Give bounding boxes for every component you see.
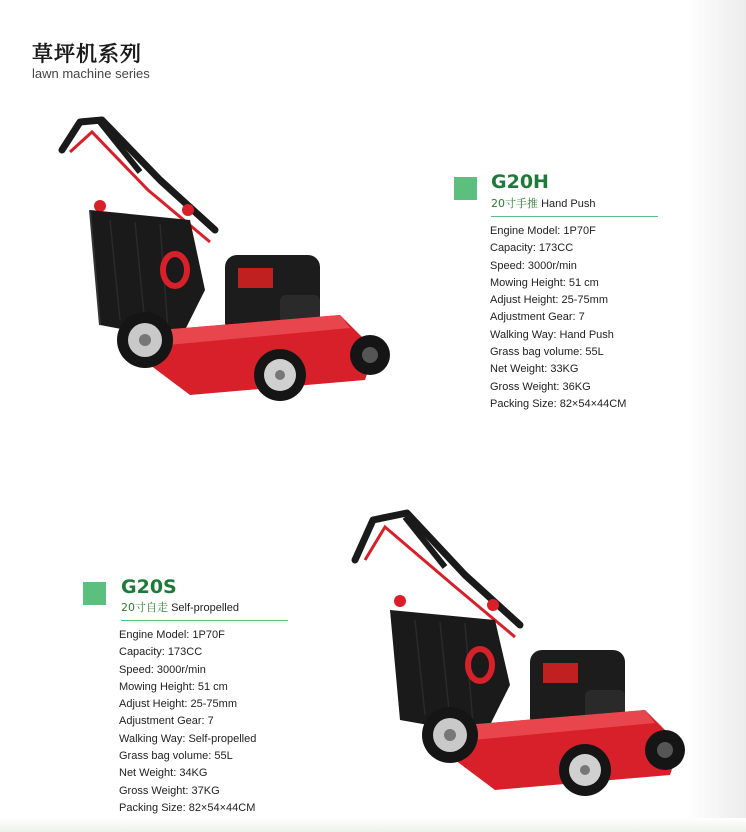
spec-grass-bag-volume: Grass bag volume: 55L <box>490 346 604 359</box>
spec-gross-weight: Gross Weight: 36KG <box>490 380 591 393</box>
spec-list <box>119 627 256 817</box>
spec-adjust-height: Adjust Height: 25-75mm <box>119 698 237 711</box>
spec-speed: Speed: 3000r/min <box>119 663 206 676</box>
spec-speed: Speed: 3000r/min <box>490 259 577 272</box>
spec-walking-way: Walking Way: Hand Push <box>490 328 614 341</box>
spec-walking-way: Walking Way: Self-propelled <box>119 732 257 745</box>
subtitle-cn: 20寸手推 <box>491 197 538 210</box>
spec-net-weight: Net Weight: 33KG <box>490 363 579 376</box>
lawn-mower-illustration <box>62 120 390 401</box>
model-subtitle <box>121 599 239 615</box>
subtitle-en: Self-propelled <box>171 602 239 614</box>
spec-grass-bag-volume: Grass bag volume: 55L <box>119 750 233 763</box>
spec-engine-model: Engine Model: 1P70F <box>119 629 225 641</box>
spec-adjustment-gear: Adjustment Gear: 7 <box>490 311 585 324</box>
page-title-en: lawn machine series <box>32 66 150 81</box>
divider-line <box>121 620 288 621</box>
subtitle-cn: 20寸自走 <box>121 601 168 614</box>
lawn-mower-illustration <box>355 513 685 796</box>
green-square-icon <box>454 177 477 200</box>
spec-packing-size: Packing Size: 82×54×44CM <box>490 397 627 410</box>
spec-list <box>490 223 626 413</box>
spec-adjust-height: Adjust Height: 25-75mm <box>490 294 608 307</box>
lawn-mower-image-g20h <box>40 110 400 410</box>
lawn-mower-image-g20s <box>345 505 705 805</box>
spec-engine-model: Engine Model: 1P70F <box>490 225 596 237</box>
spec-mowing-height: Mowing Height: 51 cm <box>490 276 599 289</box>
spec-mowing-height: Mowing Height: 51 cm <box>119 680 228 693</box>
divider-line <box>491 216 658 217</box>
spec-packing-size: Packing Size: 82×54×44CM <box>119 801 256 814</box>
model-name: G20S <box>121 576 177 598</box>
spec-capacity: Capacity: 173CC <box>490 242 574 255</box>
spec-adjustment-gear: Adjustment Gear: 7 <box>119 715 214 728</box>
spec-net-weight: Net Weight: 34KG <box>119 767 208 780</box>
green-square-icon <box>83 582 106 605</box>
page-title-cn: 草坪机系列 <box>32 42 142 66</box>
spec-capacity: Capacity: 173CC <box>119 646 203 659</box>
model-name: G20H <box>491 171 549 193</box>
spec-gross-weight: Gross Weight: 37KG <box>119 784 220 797</box>
subtitle-en: Hand Push <box>541 198 596 210</box>
page-bottom-edge <box>0 818 746 832</box>
model-subtitle <box>491 195 596 211</box>
